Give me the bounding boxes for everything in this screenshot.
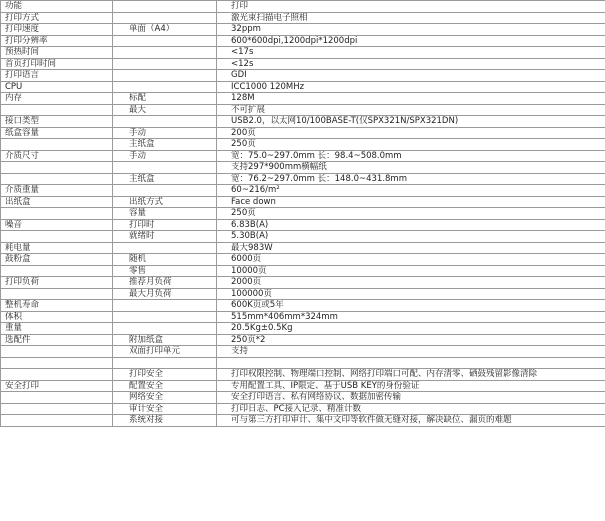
header-value: 打印 — [217, 1, 605, 13]
row-value-cell: 32ppm — [217, 24, 605, 36]
row-feature-cell: 介质尺寸 — [1, 150, 113, 162]
table-row — [1, 47, 605, 59]
row-value-cell: ICC1000 120MHz — [217, 81, 605, 93]
row-sub-cell — [113, 12, 217, 24]
table-row — [1, 185, 605, 197]
row-feature-cell: 鼓粉盒 — [1, 254, 113, 266]
row-sub-cell: 手动 — [113, 127, 217, 139]
row-feature-cell — [1, 208, 113, 220]
row-value-cell: 600K页或5年 — [217, 300, 605, 312]
row-value-cell: 打印权限控制、物理端口控制、网络打印端口可配、内存清零、硒鼓残留影像清除 — [217, 369, 605, 381]
row-value-cell: 6000页 — [217, 254, 605, 266]
table-row — [1, 311, 605, 323]
table-row — [1, 58, 605, 70]
row-feature-cell — [1, 403, 113, 415]
row-value-cell: 不可扩展 — [217, 104, 605, 116]
table-row — [1, 12, 605, 24]
row-value-cell: 200页 — [217, 127, 605, 139]
row-feature-cell — [1, 104, 113, 116]
row-value-cell: GDI — [217, 70, 605, 82]
table-row — [1, 300, 605, 312]
row-feature-cell: 内存 — [1, 93, 113, 105]
table-row — [1, 242, 605, 254]
row-feature-cell: 打印分辨率 — [1, 35, 113, 47]
row-feature-cell — [1, 288, 113, 300]
row-feature-cell: 预热时间 — [1, 47, 113, 59]
row-feature-cell: 安全打印 — [1, 380, 113, 392]
row-sub-cell: 网络安全 — [113, 392, 217, 404]
table-row — [1, 93, 605, 105]
table-row — [1, 334, 605, 346]
row-sub-cell: 就绪时 — [113, 231, 217, 243]
table-row — [1, 208, 605, 220]
row-sub-cell: 零售 — [113, 265, 217, 277]
row-sub-cell: 附加纸盒 — [113, 334, 217, 346]
table-row — [1, 357, 605, 369]
row-value-cell: 60~216/m² — [217, 185, 605, 197]
row-value-cell: 打印日志、PC接入记录、精准计数 — [217, 403, 605, 415]
table-row — [1, 369, 605, 381]
row-value-cell: 6.83B(A) — [217, 219, 605, 231]
row-feature-cell — [1, 265, 113, 277]
row-feature-cell: 重量 — [1, 323, 113, 335]
row-value-cell: 可与第三方打印审计、集中文印等软件做无缝对接，解决缺位、漏页的难题 — [217, 415, 605, 427]
spec-table-body — [1, 1, 605, 427]
row-sub-cell — [113, 242, 217, 254]
row-sub-cell — [113, 81, 217, 93]
table-row — [1, 277, 605, 289]
row-feature-cell: 打印速度 — [1, 24, 113, 36]
row-value-cell: 250页*2 — [217, 334, 605, 346]
row-feature-cell — [1, 357, 113, 369]
row-feature-cell — [1, 392, 113, 404]
row-sub-cell — [113, 116, 217, 128]
table-row — [1, 196, 605, 208]
row-value-cell: 2000页 — [217, 277, 605, 289]
row-feature-cell: 介质重量 — [1, 185, 113, 197]
row-sub-cell — [113, 311, 217, 323]
table-row — [1, 116, 605, 128]
row-sub-cell: 审计安全 — [113, 403, 217, 415]
table-row — [1, 81, 605, 93]
table-row — [1, 403, 605, 415]
row-value-cell: 激光束扫描电子照相 — [217, 12, 605, 24]
row-sub-cell: 双面打印单元 — [113, 346, 217, 358]
row-feature-cell: 体积 — [1, 311, 113, 323]
table-row — [1, 415, 605, 427]
row-feature-cell: 接口类型 — [1, 116, 113, 128]
row-sub-cell — [113, 47, 217, 59]
table-row — [1, 35, 605, 47]
row-sub-cell — [113, 162, 217, 174]
row-feature-cell — [1, 139, 113, 151]
row-value-cell: 515mm*406mm*324mm — [217, 311, 605, 323]
row-value-cell: 专用配置工具、IP限定、基于USB KEY的身份验证 — [217, 380, 605, 392]
table-row — [1, 323, 605, 335]
row-feature-cell: 打印负荷 — [1, 277, 113, 289]
row-value-cell: 100000页 — [217, 288, 605, 300]
row-value-cell: 250页 — [217, 208, 605, 220]
row-feature-cell: 出纸盒 — [1, 196, 113, 208]
row-sub-cell: 推荐月负荷 — [113, 277, 217, 289]
row-feature-cell: 首页打印时间 — [1, 58, 113, 70]
table-row — [1, 150, 605, 162]
row-feature-cell — [1, 346, 113, 358]
row-feature-cell — [1, 369, 113, 381]
table-header-row — [1, 1, 605, 13]
row-feature-cell: CPU — [1, 81, 113, 93]
row-sub-cell — [113, 70, 217, 82]
row-feature-cell: 噪音 — [1, 219, 113, 231]
header-feature: 功能 — [1, 1, 113, 13]
row-feature-cell: 选配件 — [1, 334, 113, 346]
row-value-cell: 10000页 — [217, 265, 605, 277]
row-sub-cell: 主纸盒 — [113, 139, 217, 151]
row-value-cell: 宽：75.0~297.0mm 长：98.4~508.0mm — [217, 150, 605, 162]
row-sub-cell — [113, 300, 217, 312]
row-sub-cell — [113, 35, 217, 47]
row-sub-cell: 手动 — [113, 150, 217, 162]
row-value-cell: 支持 — [217, 346, 605, 358]
row-feature-cell — [1, 231, 113, 243]
row-feature-cell: 整机寿命 — [1, 300, 113, 312]
table-row — [1, 380, 605, 392]
row-value-cell: 最大983W — [217, 242, 605, 254]
table-row — [1, 231, 605, 243]
row-sub-cell: 主纸盒 — [113, 173, 217, 185]
row-value-cell: <12s — [217, 58, 605, 70]
row-value-cell: 安全打印语言、私有网络协议、数据加密传输 — [217, 392, 605, 404]
table-row — [1, 173, 605, 185]
row-feature-cell: 打印语言 — [1, 70, 113, 82]
row-sub-cell: 随机 — [113, 254, 217, 266]
row-sub-cell: 最大 — [113, 104, 217, 116]
table-row — [1, 104, 605, 116]
row-value-cell: USB2.0，以太网10/100BASE-T(仅SPX321N/SPX321DN) — [217, 116, 605, 128]
row-feature-cell — [1, 173, 113, 185]
row-sub-cell: 标配 — [113, 93, 217, 105]
row-value-cell: 20.5Kg±0.5Kg — [217, 323, 605, 335]
row-sub-cell: 单面（A4） — [113, 24, 217, 36]
row-feature-cell — [1, 162, 113, 174]
table-row — [1, 162, 605, 174]
row-value-cell: 600*600dpi,1200dpi*1200dpi — [217, 35, 605, 47]
table-row — [1, 254, 605, 266]
table-row — [1, 139, 605, 151]
table-row — [1, 127, 605, 139]
row-feature-cell — [1, 415, 113, 427]
table-row — [1, 219, 605, 231]
row-sub-cell — [113, 185, 217, 197]
row-sub-cell: 最大月负荷 — [113, 288, 217, 300]
table-row — [1, 24, 605, 36]
row-sub-cell: 容量 — [113, 208, 217, 220]
table-row — [1, 346, 605, 358]
row-sub-cell: 打印时 — [113, 219, 217, 231]
row-sub-cell: 出纸方式 — [113, 196, 217, 208]
row-sub-cell — [113, 357, 217, 369]
row-sub-cell — [113, 323, 217, 335]
row-sub-cell — [113, 58, 217, 70]
table-row — [1, 288, 605, 300]
table-row — [1, 392, 605, 404]
row-value-cell: 支持297*900mm横幅纸 — [217, 162, 605, 174]
header-sub — [113, 1, 217, 13]
row-sub-cell: 系统对接 — [113, 415, 217, 427]
row-feature-cell: 打印方式 — [1, 12, 113, 24]
row-value-cell — [217, 357, 605, 369]
row-value-cell: <17s — [217, 47, 605, 59]
row-value-cell: 250页 — [217, 139, 605, 151]
table-row — [1, 70, 605, 82]
row-sub-cell: 配置安全 — [113, 380, 217, 392]
row-feature-cell: 耗电量 — [1, 242, 113, 254]
row-sub-cell: 打印安全 — [113, 369, 217, 381]
row-value-cell: Face down — [217, 196, 605, 208]
row-value-cell: 5.30B(A) — [217, 231, 605, 243]
row-value-cell: 128M — [217, 93, 605, 105]
row-value-cell: 宽：76.2~297.0mm 长：148.0~431.8mm — [217, 173, 605, 185]
table-row — [1, 265, 605, 277]
row-feature-cell: 纸盒容量 — [1, 127, 113, 139]
